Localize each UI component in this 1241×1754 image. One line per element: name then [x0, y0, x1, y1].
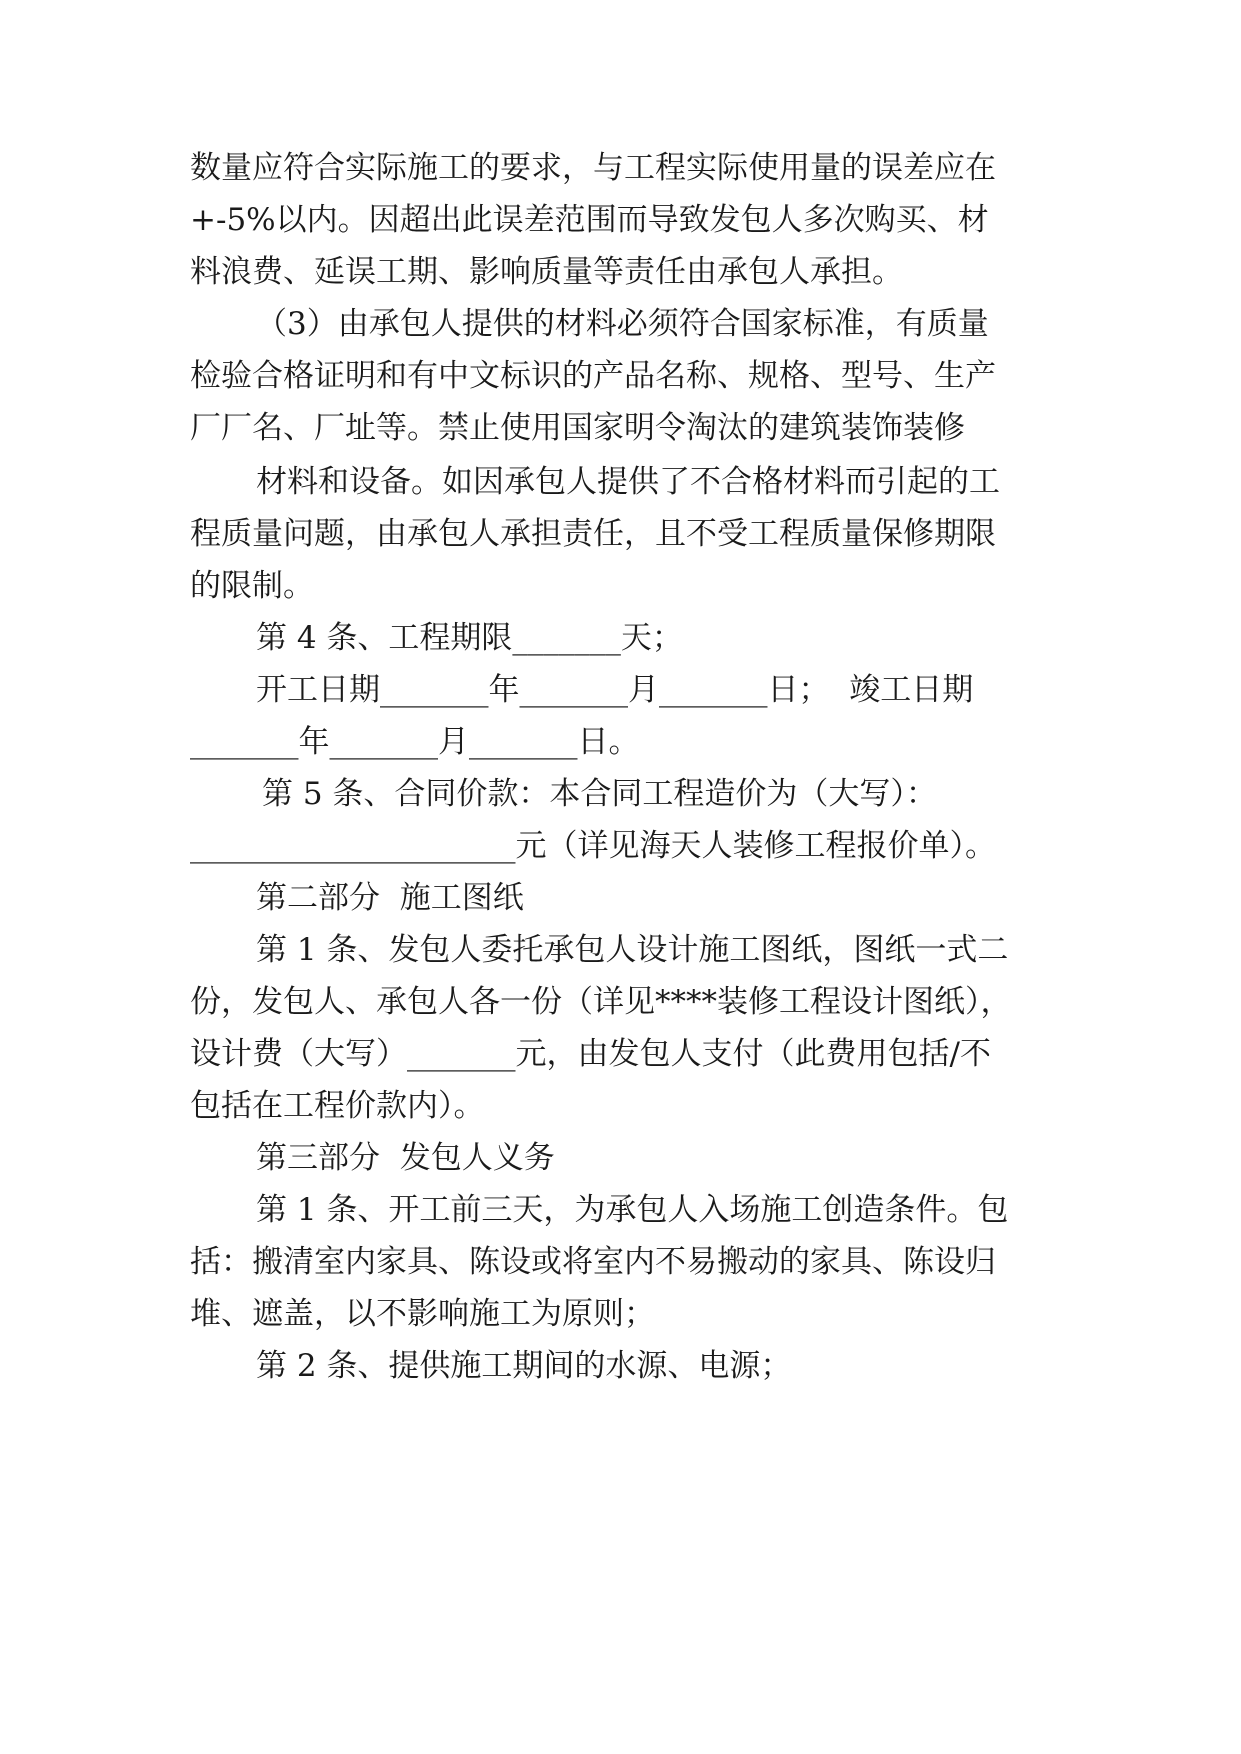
article-heading: 第 1 条、开工前三天，为承包人入场施工创造条件。包	[256, 1192, 1009, 1228]
paragraph-line: 材料和设备。如因承包人提供了不合格材料而引起的工	[256, 464, 1000, 500]
paragraph-line: 数量应符合实际施工的要求，与工程实际使用量的误差应在	[190, 150, 996, 186]
paragraph-line: 包括在工程价款内）。	[190, 1088, 485, 1124]
paragraph-line: 厂厂名、厂址等。禁止使用国家明令淘汰的建筑装饰装修	[190, 410, 965, 446]
article-heading: 第 2 条、提供施工期间的水源、电源；	[256, 1348, 792, 1384]
paragraph-line: _____________________元（详见海天人装修工程报价单）。	[190, 828, 996, 864]
paragraph-line: 开工日期_______年_______月_______日； 竣工日期	[256, 672, 974, 708]
paragraph-line: 程质量问题，由承包人承担责任，且不受工程质量保修期限	[190, 516, 996, 552]
paragraph-line: 料浪费、延误工期、影响质量等责任由承包人承担。	[190, 254, 903, 290]
article-heading: 第 5 条、合同价款：本合同工程造价为（大写）：	[262, 776, 937, 812]
paragraph-line: 堆、遮盖，以不影响施工为原则；	[190, 1296, 655, 1332]
paragraph-line: （3）由承包人提供的材料必须符合国家标准，有质量	[256, 306, 989, 342]
paragraph-line: _______年_______月_______日。	[190, 724, 640, 760]
paragraph-line: 检验合格证明和有中文标识的产品名称、规格、型号、生产	[190, 358, 996, 394]
section-heading: 第二部分 施工图纸	[256, 880, 524, 916]
paragraph-line: 括：搬清室内家具、陈设或将室内不易搬动的家具、陈设归	[190, 1244, 996, 1280]
paragraph-line: 份，发包人、承包人各一份（详见****装修工程设计图纸），	[190, 984, 1012, 1020]
section-heading: 第三部分 发包人义务	[256, 1140, 555, 1176]
article-heading: 第 4 条、工程期限_______天；	[256, 620, 683, 656]
article-heading: 第 1 条、发包人委托承包人设计施工图纸，图纸一式二	[256, 932, 1009, 968]
paragraph-line: 设计费（大写）_______元，由发包人支付（此费用包括/不	[190, 1036, 991, 1072]
paragraph-line: 的限制。	[190, 568, 314, 604]
paragraph-line: +-5%以内。因超出此误差范围而导致发包人多次购买、材	[190, 202, 989, 238]
